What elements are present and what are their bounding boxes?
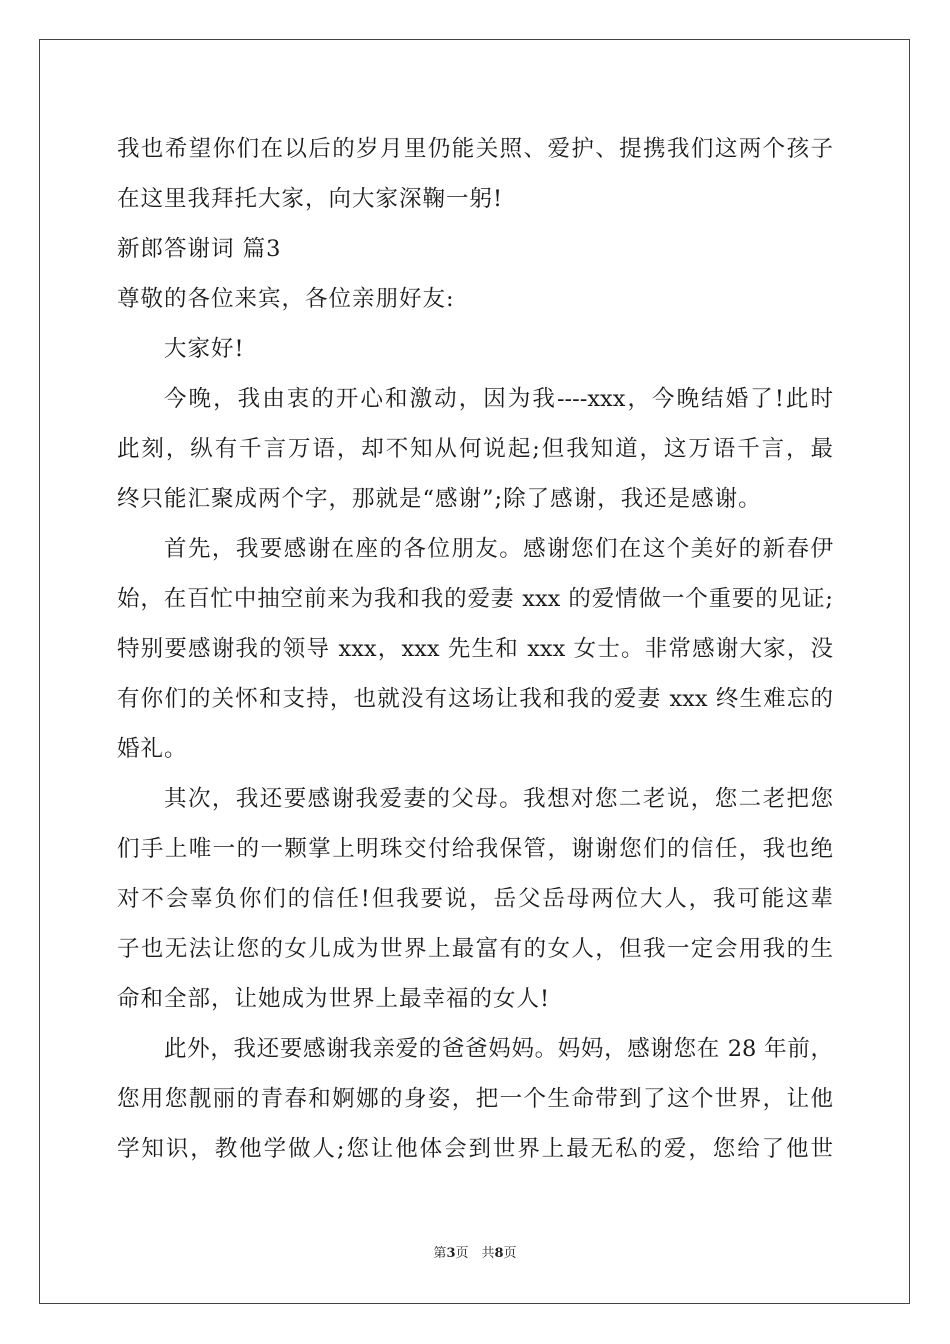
salutation: 尊敬的各位来宾，各位亲朋好友: xyxy=(117,286,455,312)
text-line: 们手上唯一的一颗掌上明珠交付给我保管，谢谢您们的信任，我也绝 xyxy=(117,836,833,862)
text-line: 我也希望你们在以后的岁月里仍能关照、爱护、提携我们这两个孩子 xyxy=(117,136,833,162)
page-footer xyxy=(0,1244,950,1264)
text-line: 您用您靓丽的青春和婀娜的身姿，把一个生命带到了这个世界，让他 xyxy=(117,1086,833,1112)
footer-middle: 页 共 xyxy=(455,1246,495,1261)
footer-suffix: 页 xyxy=(503,1246,517,1261)
total-pages-number: 8 xyxy=(494,1246,504,1261)
text-line: 此刻，纵有千言万语，却不知从何说起;但我知道，这万语千言，最 xyxy=(117,436,833,462)
text-line: 在这里我拜托大家，向大家深鞠一躬! xyxy=(117,186,504,212)
text-line: 子也无法让您的女儿成为世界上最富有的女人，但我一定会用我的生 xyxy=(117,936,833,962)
text-line: 特别要感谢我的领导 xxx，xxx 先生和 xxx 女士。非常感谢大家，没 xyxy=(117,636,833,662)
footer-prefix: 第 xyxy=(433,1246,447,1261)
text-line: 命和全部，让她成为世界上最幸福的女人! xyxy=(117,986,551,1012)
section-heading: 新郎答谢词 篇3 xyxy=(117,236,282,262)
text-line: 终只能汇聚成两个字，那就是“感谢”;除了感谢，我还是感谢。 xyxy=(117,486,762,512)
greeting: 大家好! xyxy=(164,336,245,362)
text-line: 始，在百忙中抽空前来为我和我的爱妻 xxx 的爱情做一个重要的见证; xyxy=(117,586,833,612)
text-line: 学知识，教他学做人;您让他体会到世界上最无私的爱，您给了他世 xyxy=(117,1136,833,1162)
text-line: 首先，我要感谢在座的各位朋友。感谢您们在这个美好的新春伊 xyxy=(164,536,833,562)
text-line: 对不会辜负你们的信任!但我要说，岳父岳母两位大人，我可能这辈 xyxy=(117,886,833,912)
text-line: 其次，我还要感谢我爱妻的父母。我想对您二老说，您二老把您 xyxy=(164,786,833,812)
current-page-number: 3 xyxy=(446,1246,456,1261)
text-line: 婚礼。 xyxy=(117,736,188,762)
text-line: 今晚，我由衷的开心和激动，因为我----xxx，今晚结婚了!此时 xyxy=(164,386,833,412)
page-border xyxy=(39,39,910,1304)
text-line: 有你们的关怀和支持，也就没有这场让我和我的爱妻 xxx 终生难忘的 xyxy=(117,686,833,712)
text-line: 此外，我还要感谢我亲爱的爸爸妈妈。妈妈，感谢您在 28 年前， xyxy=(164,1036,833,1062)
